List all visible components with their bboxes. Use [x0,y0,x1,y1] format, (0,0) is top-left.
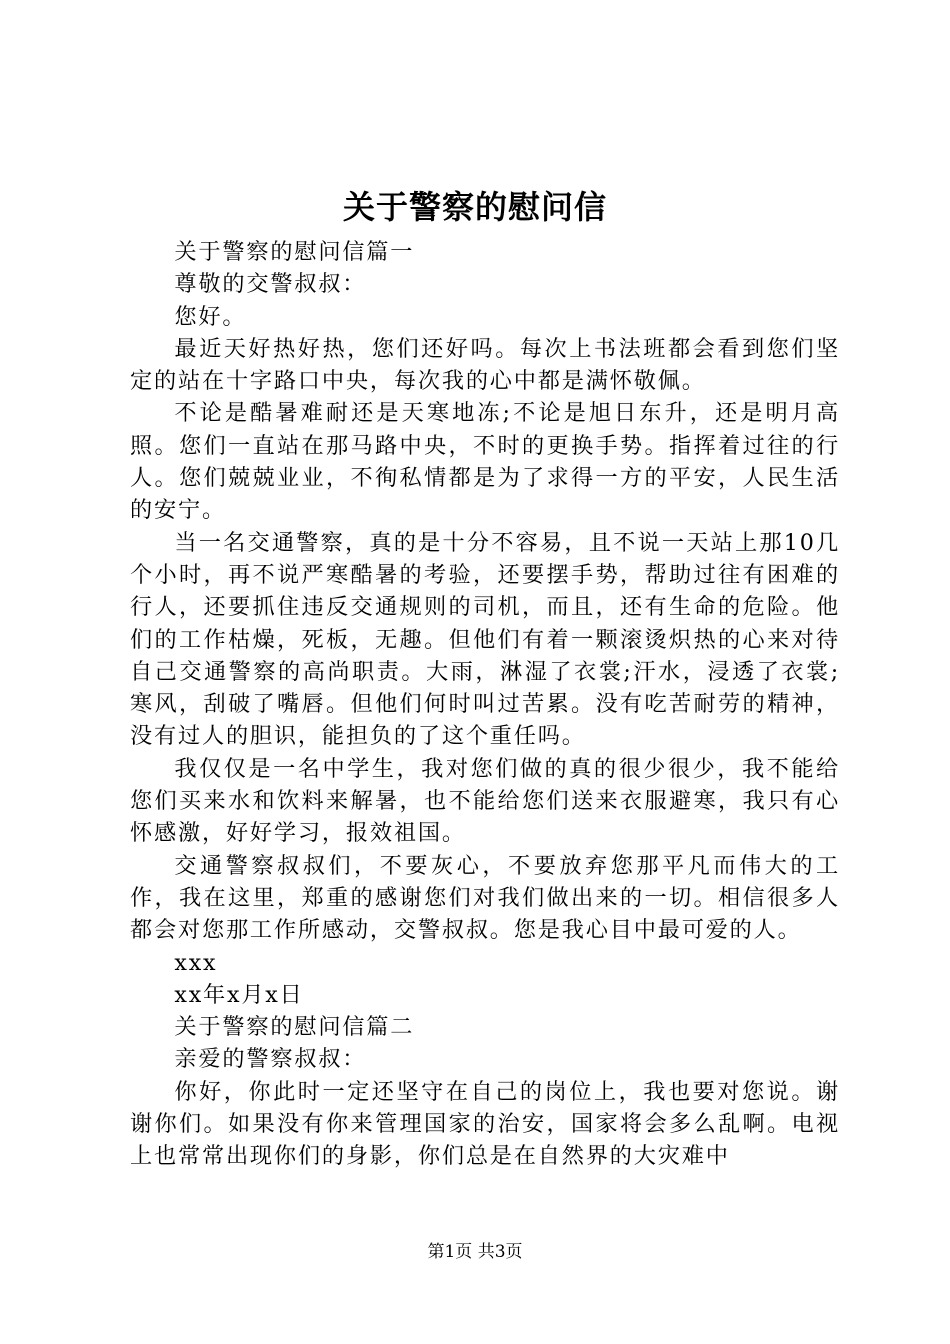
salutation: 尊敬的交警叔叔： [174,271,367,298]
date-line: xx年x月x日 [174,981,304,1008]
document-body [130,236,840,1173]
signature: xxx [174,949,218,976]
greeting: 您好。 [174,303,247,330]
page-number-footer: 第1页 共3页 [427,1242,523,1262]
body-paragraph: 你好，你此时一定还坚守在自己的岗位上，我也要对您说。谢谢你们。如果没有你来管理国家的治安，国家将会多么乱啊。电视上也常常出现你们的身影，你们总是在自然界的大灾难中 [130,1078,840,1170]
section-heading-1: 关于警察的慰问信篇一 [174,239,415,265]
body-paragraph: 最近天好热好热，您们还好吗。每次上书法班都会看到您们坚定的站在十字路口中央，每次我的心中都是满怀敬佩。 [130,335,840,395]
section-heading-2: 关于警察的慰问信篇二 [174,1014,415,1041]
body-paragraph: 我仅仅是一名中学生，我对您们做的真的很少很少，我不能给您们买来水和饮料来解暑，也不能给您们送来衣服避寒，我只有心怀感激，好好学习，报效祖国。 [130,755,840,847]
body-paragraph: 不论是酷暑难耐还是天寒地冻;不论是旭日东升，还是明月高照。您们一直站在那马路中央，不时的更换手势。指挥着过往的行人。您们兢兢业业，不徇私情都是为了求得一方的平安，人民生活的安宁。 [130,400,840,524]
body-paragraph: 交通警察叔叔们，不要灰心，不要放弃您那平凡而伟大的工作，我在这里，郑重的感谢您们对我们做出来的一切。相信很多人都会对您那工作所感动，交警叔叔。您是我心目中最可爱的人。 [130,852,840,944]
document-title: 关于警察的慰问信 [342,188,607,226]
salutation: 亲爱的警察叔叔： [174,1046,367,1073]
body-paragraph: 当一名交通警察，真的是十分不容易，且不说一天站上那10几个小时，再不说严寒酷暑的考验，还要摆手势，帮助过往有困难的行人，还要抓住违反交通规则的司机，而且，还有生命的危险。他们的工作枯燥，死板，无趣。但他们有着一颗滚烫炽热的心来对待自己交通警察的高尚职责。大雨，淋湿了衣裳;汗水，浸透了衣裳;寒风，刮破了嘴唇。但他们何时叫过苦累。没有吃苦耐劳的精神，没有过人的胆识，能担负的了这个重任吗。 [130,529,840,750]
